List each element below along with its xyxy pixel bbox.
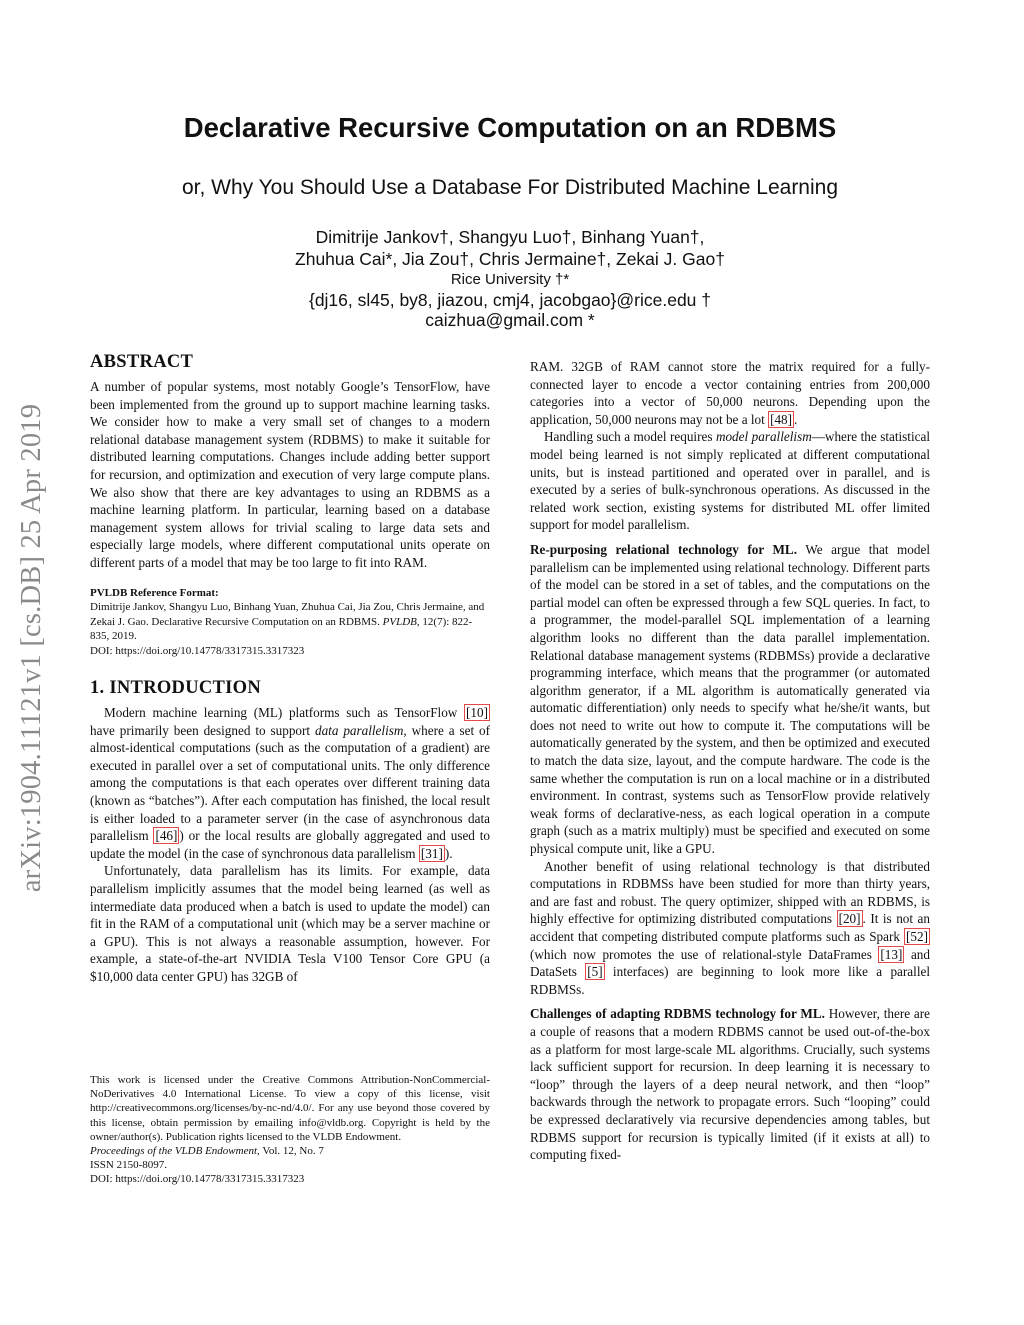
- left-column: [90, 352, 490, 986]
- citation-link[interactable]: [10]: [466, 705, 488, 721]
- citation-link[interactable]: [46]: [155, 828, 178, 844]
- footnote-doi: DOI: https://doi.org/10.14778/3317315.3317323: [90, 1173, 305, 1186]
- emails-line-2: caizhua@gmail.com *: [425, 310, 595, 330]
- citation-link[interactable]: [48]: [770, 411, 793, 427]
- license-footnote: [90, 1073, 490, 1187]
- authors-line-1: Dimitrije Jankov†, Shangyu Luo†, Binhang Yuan†,: [315, 227, 705, 247]
- citation-link[interactable]: [31]: [420, 845, 443, 861]
- paper-subtitle: or, Why You Should Use a Database For Distributed Machine Learning: [181, 176, 839, 199]
- right-paragraph-1: RAM. 32GB of RAM cannot store the matrix required for a fully-connected layer to encode a vector containing entries from 200,000 categories into a vector of 50,000 neurons. Depending upon the application, 50,000 neurons may not be a lot [48] .: [530, 359, 930, 427]
- citation-link[interactable]: [5]: [587, 964, 603, 980]
- citation-link[interactable]: [20]: [838, 911, 861, 927]
- repurposing-heading: Re-purposing relational technology for ML.: [530, 541, 798, 557]
- pvldb-reference: PVLDB Reference Format: Dimitrije Jankov, Shangyu Luo, Binhang Yuan, Zhuhua Cai, Jia Zou, Chris Jermaine, and Zekai J. Gao. Declarative Recursive Computation on an RDBMS. PVLDB, 12(7): 822-835, 2019. DOI: https://doi.org/10.14778/3317315.3317323: [90, 586, 485, 657]
- arxiv-sidebar-stamp: [6, 350, 58, 945]
- license-text: This work is licensed under the Creative Commons Attribution-NonCommercial-NoDerivatives 4.0 International License. To view a copy of this license, visit http://creativecommons.org/licenses/by-nc-nd/4.0/. For any use beyond those covered by this license, obtain permission by emailing info@vldb.org. Copyright is held by the owner/author(s). Publication rights licensed to the VLDB Endowment.: [90, 1074, 490, 1143]
- repurposing-paragraph: Re-purposing relational technology for ML. We argue that model parallelism can be implemented using relational technology. Different parts of the model can be stored in a set of tables, and the computations on the partial model can often be expressed through a few SQL queries. In fact, to a programmer, the model-parallel SQL implementation of a learning algorithm looks no different than the data parallel implementation. Relational database management systems (RDBMSs) provide a declarative programming interface, which means that the programmer (or automated algorithm generator, if a ML algorithm is automatically generated via automatic differentiation) only needs to specify what he/she/it wants, but does not need to write out how to compute it. The computations will be automatically generated by the system, and then be optimized and executed to match the data size, layout, and the compute hardware. The code is the same whether the computation is run on a local machine or in a distributed environment. In contrast, systems such as TensorFlow provide relatively weak forms of declarative-ness, as each logical operation in a compute graph (such as a matrix multiply) must be specified and executed on some physical compute unit, like a GPU.: [530, 541, 930, 857]
- introduction-heading: 1. INTRODUCTION: [90, 678, 262, 699]
- challenges-heading: Challenges of adapting RDBMS technology for ML.: [530, 1006, 825, 1022]
- citation-link[interactable]: [52]: [906, 929, 928, 944]
- abstract-heading: ABSTRACT: [90, 352, 194, 372]
- citation-link[interactable]: [13]: [880, 946, 903, 962]
- paper-title: Declarative Recursive Computation on an RDBMS: [183, 112, 837, 143]
- affiliation: Rice University †*: [450, 271, 570, 288]
- proceedings-line: Proceedings of the VLDB Endowment, Vol. 12, No. 7: [90, 1145, 324, 1158]
- intro-paragraph-1: Modern machine learning (ML) platforms such as TensorFlow [10] have primarily been designed to support data parallelism, where a set of almost-identical computations (such as the computation of a gradient) are executed in parallel over a set of computational units. The only difference among the computations is that each operates over different training data (known as “batches”). After each computation has finished, the local result is either loaded to a parameter server (in the case of asynchronous data parallelism [46] ) or the local results are globally aggregated and used to update the model (in the case of synchronous data parallelism [31] ).: [90, 705, 491, 861]
- arxiv-identifier: arXiv:1904.11121v1 [cs.DB] 25 Apr 2019: [16, 403, 47, 892]
- right-paragraph-4: Another benefit of using relational technology is that distributed computations in RDBMSs have been studied for more than thirty years, and are fast and robust. The query optimizer, shipped with an RDBMS, is highly effective for optimizing distributed computations [20] . It is not an accident that competing distributed compute platforms such as Spark [52] (which now promotes the use of relational-style DataFrames [13] and DataSets [5] interfaces) are beginning to look more like a parallel RDBMSs.: [530, 858, 930, 997]
- right-paragraph-2: Handling such a model requires model parallelism—where the statistical model being learned is not simply replicated at different computational units, but is instead partitioned and operated over in parallel, and is executed by a series of bulk-synchronous operations. As discussed in the related work section, existing systems for distributed ML offer limited support for model parallelism.: [530, 429, 931, 533]
- right-column: [530, 358, 930, 1164]
- issn-line: ISSN 2150-8097.: [90, 1159, 168, 1172]
- authors-line-2: Zhuhua Cai*, Jia Zou†, Chris Jermaine†, Zekai J. Gao†: [295, 249, 725, 269]
- abstract-text: A number of popular systems, most notably Google’s TensorFlow, have been implemented from the ground up to support machine learning tasks. We consider how to make a very small set of changes to a modern relational database management system (RDBMS) to make it suitable for distributed learning computations. Changes include adding better support for recursion, and optimization and execution of very large compute plans. We also show that there are key advantages to using an RDBMS as a machine learning platform. In particular, learning based on a database management system allows for trivial scaling to large data sets and especially large models, where different computational units operate on different parts of a model that may be too large to fit into RAM.: [90, 379, 490, 570]
- author-block: [90, 226, 930, 330]
- pvldb-doi: DOI: https://doi.org/10.14778/3317315.3317323: [90, 644, 305, 657]
- intro-paragraph-2: Unfortunately, data parallelism has its limits. For example, data parallelism implicitly assumes that the model being learned (as well as intermediate data produced when a batch is used to update the model) can fit in the RAM of a computational unit (which may be a server machine or a GPU). This is not always a reasonable assumption, however. For example, a state-of-the-art NVIDIA Tesla V100 Tensor Core GPU (a $10,000 data center GPU) has 32GB of: [90, 863, 490, 984]
- challenges-paragraph: Challenges of adapting RDBMS technology for ML. However, there are a couple of reasons that a modern RDBMS cannot be used out-of-the-box as a platform for most large-scale ML algorithms. Crucially, such systems lack sufficient support for recursion. In deep learning it is necessary to “loop” through the layers of a deep neural network, and then “loop” backwards through the network to propagate errors. Such “looping” could be expressed declaratively via recursive dependencies among tables, but RDBMS support for recursion is typically limited (if it exists at all) to computing fixed-: [530, 1006, 930, 1163]
- emails-line-1: {dj16, sl45, by8, jiazou, cmj4, jacobgao}@rice.edu †: [308, 290, 712, 310]
- pvldb-heading: PVLDB Reference Format:: [90, 586, 219, 599]
